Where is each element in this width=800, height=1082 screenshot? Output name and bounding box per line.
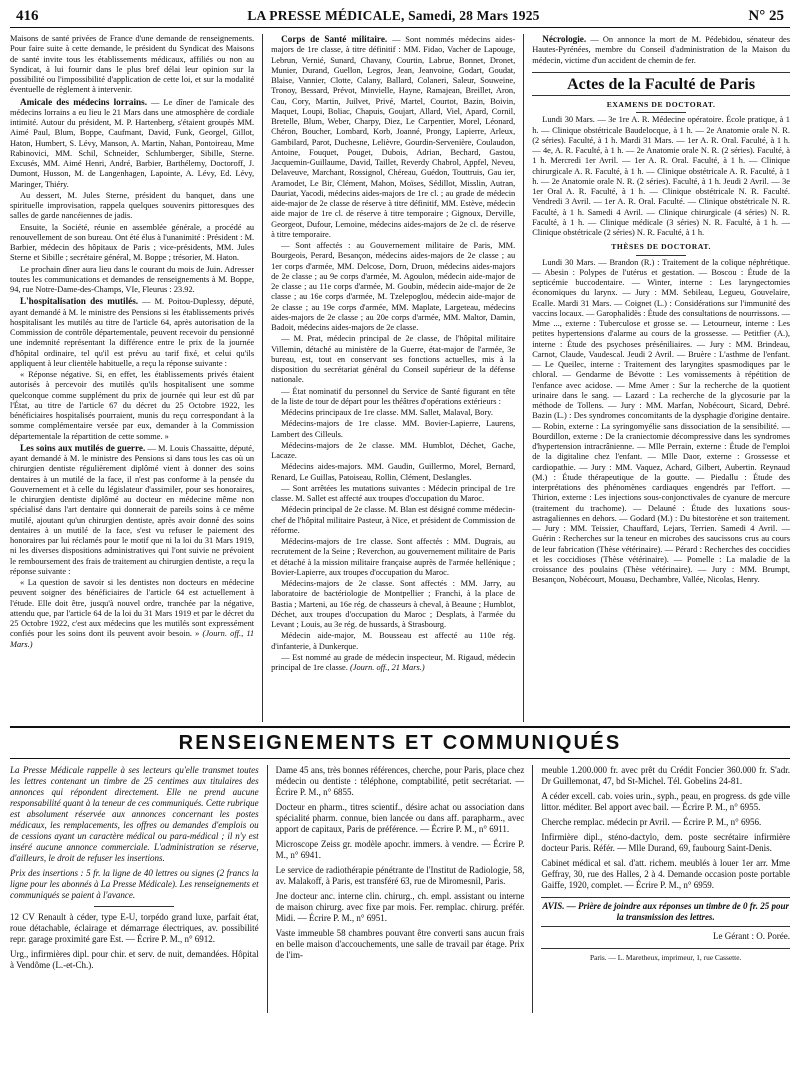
soins-source: (Journ. off., 11 Mars.) <box>10 629 255 649</box>
corps-paragraph-5: Médecins principaux de 1re classe. MM. Sallet, Malaval, Bory. <box>281 408 493 417</box>
corps-source: (Journ. off., 21 Mars.) <box>349 663 425 672</box>
classified-ad: Microscope Zeiss gr. modèle apochr. immers. à vendre. — Écrire P. M., n° 6941. <box>275 839 525 860</box>
corps-paragraph-4: — État nominatif du personnel du Service de Santé figurant en tête de la liste de tour de départ pour les théâtres d'opérations extérieurs : <box>271 386 516 406</box>
manager-signature: Le Gérant : O. Porée. <box>713 931 790 941</box>
top-columns <box>10 34 790 722</box>
page-number: 416 <box>16 8 39 24</box>
corps-paragraph-9: — Sont arrêtées les mutations suivantes : Médecin principal de 1re classe. M. Sallet est affecté aux troupes d'occupation du Maroc. <box>271 483 516 503</box>
theses-text: Lundi 30 Mars. — Brandon (R.) : Traitement de la colique néphrétique. — Abesin : Polypes de l'utérus et gestation. — Boscou : Étude de la septicémie buccodentaire. — Winter, interne : Les laryngectomies économiques du larynx. — Jury : MM. Sebileau, Legueu, Gouvelaire, Ecalle. Mardi 31 Mars. — Coignet (L.) : Considérations sur l'immunité des vaccins locaux. — Garophalidès : Étude des consultations de nourrissons. — Mme ..., externe : Tuberculose et grosse se. — Letourneur, interne : Les petites hypertensions d'alarme au cours de la grossesse. — Petitfier (A.), interne : Étude des psychoses préséniliaires. — Jury : MM. Brindeau, Carnot, Claude, Vaudescal. Jeudi 2 Avril. — Bruère : L'asthme de l'enfant. — Le Queilec, interne : Traitement des laryngites spasmodiques par le chloral. — Gendarme de Bévotte : Les vomissements à répétition de l'enfance avec acidose. — Mme Amer : Sur la recherche de la quotient urinaire dans le sang. — Lazard : La recherche de la glycosurie par la méthode de Tollens. — Jury : MM. Marfan, Nobécourt, Sicard, Debré. Bazin (L.) : Des syndromes concomitants de la dysphagie d'origine dentaire. — Robin, externe : La syringomyélie sans dissociation de la sensibilité. — Bourdillon, externe : De la craniectomie décompressive dans les syndromes d'hypertension intracrânienne. — Mlle Perrain, externe : Étude de l'emploi de la digitaline chez l'enfant. — Mlle Daor, externe : Grossesse et cardiopathie. — Jury : MM. Vaquez, Achard, Gilbert, Aubertin. Reynaud (M.) : Étude thérapeutique de la goutte. — Piedallu : Étude des interprétations des phénomènes cardiaques engendrés par l'effort. — Thirion, externe : Les injections sous-conjonctivales de cyanure de mercure (traitement du trachome). — Delauné : Étude des luxations sous-astragaliennes en dehors. — Godard (M.) : Du bitestorène et son traitement. — Jury : MM. Teissier, Chauffard, Lejars, Terrien. Samedi 4 Avril. — Guérin : Recherches sur la teneur en microbes des saucissons crus au cours de leur fabrication (Thèse vétérinaire). — Pérard : Recherches des coccidies et les coccidioses (Thèse vétérinaire). — Pomelle : La maladie de la croissance des poulains (Thèse vétérinaire). — Jury : MM. Brumpt, Besançon, Nobécourt, Mouasu, Dechambre, Vallée, Nicolas, Henry. <box>532 257 790 585</box>
column-divider <box>523 34 524 722</box>
hosp-title: L'hospitalisation des mutilés. <box>20 296 139 307</box>
classified-ad: Docteur en pharm., titres scientif., désire achat ou association dans spécialité pharm. connue, bien lancée ou dans aff. parapharm., avec apport de capitaux, Paris de préférence. — Écrire P. M., n° 6911. <box>275 802 525 834</box>
amicale-title: Amicale des médecins lorrains. <box>20 96 148 107</box>
corps-title: Corps de Santé militaire. <box>281 34 388 44</box>
corps-paragraph-6: Médecins-majors de 1re classe. MM. Bovier-Lapierre, Laurens, Lambert des Cilleuls. <box>271 419 516 439</box>
theses-header: THÈSES DE DOCTORAT. <box>532 242 790 255</box>
avis-notice: AVIS. — Prière de joindre aux réponses un timbre de 0 fr. 25 pour la transmission des lettres. <box>541 897 790 927</box>
classified-ad: Dame 45 ans, très bonnes références, cherche, pour Paris, place chez médecin ou dentiste : téléphone, comptabilité, petit secrétariat. — Écrire P. M., n° 6855. <box>275 765 525 797</box>
classifieds-column-3 <box>541 765 790 1013</box>
classified-ad: Infirmière dipl., sténo-dactylo, dem. poste secrétaire infirmière docteur Paris. Référ. — Mlle Durand, 69, faubourg Saint-Denis. <box>541 832 790 853</box>
amicale-paragraph-4: Le prochain dîner aura lieu dans le courant du mois de Juin. Adresser toutes les communications et demandes de renseignements à M. Boppe, 94, rue Notre-Dame-des-Champs, VIe, Fleurus : 23.92. <box>10 264 255 294</box>
hosp-paragraph-2: « Réponse négative. Si, en effet, les établissements privés étaient autorisés à percevoir des mutilés qu'ils hospitalisent une somme quelconque comme supplément du prix de journée qui leur est dû par l'État, au titre de l'article 67 du décret du 25 Octobre 1922, les bénéficiaires hospitalisés pourraient, munis du reçu correspondant à la somme complémentaire versée par eux, demander à la Commission départementale la répartition de cette somme. » <box>10 370 255 441</box>
divider <box>94 906 174 907</box>
journal-title: LA PRESSE MÉDICALE, Samedi, 28 Mars 1925 <box>247 8 540 23</box>
necrologie-title: Nécrologie. <box>542 34 587 44</box>
section-banner: RENSEIGNEMENTS ET COMMUNIQUÉS <box>10 726 790 759</box>
classified-ad: Jne docteur anc. interne clin. chirurg., ch. empl. assistant ou interne de maison chirurg. avec fixe par mois. Fer. remplac. chirurg. préfér. Midi. — Écrire P. M., n° 6951. <box>275 891 525 923</box>
soins-paragraph: Les soins aux mutilés de guerre. — M. Louis Chassaitte, député, ayant demandé à M. le ministre des Pensions si dans tous les cas où un chirurgien dentiste régulièrement diplômé vient à donner des soins dentaires à un mutilé de la face, il n'est pas conforme à la pensée du Gouvernement et à celle du législateur d'assimiler, pour ses honoraires, le chirurgien dentiste diplômé au docteur en médecine même non spécialisé dans l'art dentaire qui donnerait de pareils soins à ce même mutilé, ajoutant qu'un chirurgien dentiste, après avoir donné des soins dentaires à un mutilé de la face, s'est vu refuser le paiement des honoraires par lui réclamés pour le motif que ni la loi du 31 Mars 1919, ni les diverses dispositions administratives qui l'ont suivie ne prévoient le remboursement des frais de traitement au chirurgien dentiste, a reçu la réponse suivante : <box>10 442 255 576</box>
classified-ad: 12 CV Renault à céder, type E-U, torpédo grand luxe, parfait état, roue détachable, éclairage et démarrage électriques, av. possibilité repr. garage proximité gare Est. — Écrire P. M., n° 6912. <box>10 912 259 944</box>
exams-header: EXAMENS DE DOCTORAT. <box>532 100 790 113</box>
column-divider <box>532 765 533 1013</box>
classified-ad: Cabinet médical et sal. d'att. richem. meublés à louer 1er arr. Mme Geffray, 30, rue des Halles, 2 à 4. Demande occasion poste portable Gaiffe, 1920, complet. — Écrire P. M., n° 6959. <box>541 858 790 890</box>
amicale-paragraph-3: Ensuite, la Société, réunie en assemblée générale, a procédé au renouvellement de son bureau. Ont été élus à l'unanimité : Président : M. Barbier, médecin des hôpitaux de Paris ; vice-présidents, MM. Jules Sterne et Sibille ; secrétaire général, M. Boppe ; trésorier, M. Haton. <box>10 222 255 263</box>
column-divider <box>267 765 268 1013</box>
issue-number: N° 25 <box>748 8 784 24</box>
corps-paragraph-3: — M. Prat, médecin principal de 2e classe, de l'hôpital militaire Villemin, détaché au ministère de la Guerre, état-major de l'armée, 3e bureau, est, tout en conservant ses fonctions actuelles, mis à la disposition du secrétariat général du Conseil supérieur de la défense nationale. <box>271 334 516 385</box>
classifieds-column-1 <box>10 765 259 1013</box>
column-2 <box>271 34 515 722</box>
classified-ad: Urg., infirmières dipl. pour chir. et serv. de nuit, demandées. Hôpital à Vendôme (L.-et-Ch.). <box>10 949 259 970</box>
exams-text: Lundi 30 Mars. — 3e 1re A. R. Médecine opératoire. École pratique, à 1 h. — Clinique obstétricale Baudelocque, à 1 h. — 2e Anatomie orale N. R. (2 séries). Faculté, à 1 h. Mardi 31 Mars. — 1er A. R. Oral. Faculté, à 1 h. — 4e, A. R. Faculté, à 1 h. — 2e Anatomie orale N. R. (2 séries). Faculté, à 1 h. Mercredi 1er Avril. — 1er A. R. Oral. Faculté, à 1 h. — Clinique chirurgicale A. R. Faculté, à 1 h. — Clinique obstétricale A. R. Faculté, à 1 h. — 2e Anatomie orale N. R. (2 séries). Faculté, à 1 h. Jeudi 2 Avril. — 3e 1er Oral A. R. Faculté, à 1 h. — Clinique obstétricale N. R. Faculté. Vendredi 3 Avril. — 1er A. R. Oral. Faculté. — Clinique obstétricale N. R. Faculté, à 1 h. Samedi 4 Avril. — Clinique chirurgicale (4 séries) N. R. Faculté, à 1 h. — Clinique médicale (3 séries) N. R. Faculté, à 1 h. — Clinique obstétricale (2 séries) N. R. Faculté, à 1 h. <box>532 115 790 237</box>
soins-title: Les soins aux mutilés de guerre. <box>20 442 146 453</box>
soins-paragraph-2: « La question de savoir si les dentistes non docteurs en médecine peuvent soigner des bénéficiaires de l'article 64 est actuellement à l'étude. Elle doit être, jusqu'à nouvel ordre, tranchée par la négative, attendu que, par l'article 64 de la loi du 31 Mars 1919 et par le décret du 25 Octobre 1922, c'est aux médecins que les mutilés sont expressément confiés pour les soins dont ils peuvent avoir besoin. » (Journ. off., 11 Mars.) <box>10 578 255 649</box>
corps-paragraph-8: Médecins aides-majors. MM. Gaudin, Guillermo, Morel, Bernard, Renard, Le Guillas, Patoiseau, Rollin, Clément, Deslangles. <box>271 462 516 482</box>
corps-paragraph-11: Médecins-majors de 1re classe. Sont affectés : MM. Dugrais, au recrutement de la Seine ; Reverchon, au gouvernement militaire de Paris et détaché à la mission militaire française auprès de l'armée hellénique ; Bovier-Lapierre, aux troupes d'occupation du Maroc. <box>271 537 516 577</box>
amicale-paragraph: Amicale des médecins lorrains. — Le dîner de l'amicale des médecins lorrains a eu lieu le 21 Mars dans une atmosphère de cordiale intimité. Autour du président, M. P. Hartenberg, s'étaient groupés MM. Aimé Paul, Blum, Boppe, Caufmant, David, Funk, Georgel, Gillot, Haton, Humbert, S. Lévy, Manson, A. Martin, Nahan, Pontoireau, Mme Rabinovici, MM. Schil, Schneider, Schlumberger, Sibille, Sterne. Excusés, MM. Aimé Henri, André, Barbier, Barthélemy, Doctoroff, J. Dumont, Husson, M. de Langenhagen, Lapointe, A. Lévy, Ed. Lévy, Maringer, Thiéry. <box>10 96 255 189</box>
editorial-notice: La Presse Médicale rappelle à ses lecteurs qu'elle transmet toutes les lettres contenant un timbre de 25 centimes aux titulaires des annonces qui répondent directement. Elle ne prend aucune responsabilité quant à la teneur de ces communiqués. Cette rubrique est absolument réservée aux annonces concernant les postes médicaux, les remplacements, les offres ou demandes d'emplois ou de cessions ayant un caractère médical ou para-médical ; il n'y est inséré aucune annonce commerciale. L'administration se réserve, d'ailleurs, le droit de refuser les insertions. <box>10 765 259 863</box>
corps-paragraph-10: Médecin principal de 2e classe. M. Blan est désigné comme médecin-chef de l'hôpital militaire Pasteur, à Nice, et président de Commission de réforme. <box>271 505 516 535</box>
hosp-paragraph: L'hospitalisation des mutilés. — M. Poitou-Duplessy, député, ayant demandé à M. le ministre des Pensions si les établissements privés hospitalisant les mutilés au titre de l'article 64, après autorisation de la Commission de contrôle départementale, peuvent recevoir du pensionné une indemnité représentant la différence entre le prix de la journée d'hôpital ordinaire, tel qu'il est prévu au tarif fixé, et celui qu'ils appliquent à leur clientèle habituelle, a reçu la réponse suivante : <box>10 296 255 368</box>
classified-ad: A céder excell. cab. voies urin., syph., peau, en progress. ds gde ville littor. méditer. Bel apport avec bail. — Écrire P. M., n° 6955. <box>541 791 790 812</box>
classified-ad: Le service de radiothérapie pénétrante de l'Institut de Radiologie, 58, av. Malakoff, à Paris, est transféré 63, rue de Miromesnil, Paris. <box>275 865 525 886</box>
newspaper-page <box>10 8 790 1013</box>
corps-paragraph-7: Médecins-majors de 2e classe. MM. Humblot, Déchet, Gache, Lacaze. <box>271 440 516 460</box>
running-header <box>10 8 790 28</box>
column-1 <box>10 34 254 722</box>
printer-line: Paris. — L. Maretheux, imprimeur, 1, rue Cassette. <box>541 948 790 963</box>
necrologie-paragraph: Nécrologie. — On annonce la mort de M. Pédebidou, sénateur des Hautes-Pyrénées, membre du Conseil d'administration de la Maison du médecin, victime d'un accident de chemin de fer. <box>532 34 790 65</box>
classified-ad: Vaste immeuble 58 chambres pouvant être converti sans aucun frais en belle maison d'accouchements, une salle de travail par étage. Prix de l'im- <box>275 928 525 960</box>
intro-paragraph: Maisons de santé privées de France d'une demande de renseignements. Pour faire suite à cette demande, le président du Syndicat des Maisons de santé invite tous les établissements médicaux, affiliés ou non au Syndicat, à lui fournir dans le plus bref délai leur opinion sur la possibilité ou l'impossibilité d'application de cette loi, et sur la modalité éventuelle de règlement à intervenir. <box>10 34 255 95</box>
classified-ad: meuble 1.200.000 fr. avec prêt du Crédit Foncier 360.000 fr. S'adr. Dr Guillemonat, 47, bd St-Michel. Tél. Gobelins 24-81. <box>541 765 790 786</box>
corps-paragraph-12: Médecins-majors de 2e classe. Sont affectés : MM. Jarry, au laboratoire de bactériologie de Montpellier ; Franchi, à la place de Bastia ; Marteni, au 16e rég. de chasseurs à cheval, à Beaune ; Humblot, Déchet, aux troupes d'occupation du Maroc ; Desplats, à l'armée du Levant ; Louis, au 3e rég. de hussards, à Strasbourg. <box>271 579 516 629</box>
classified-ad: Cherche remplac. médecin pr Avril. — Écrire P. M., n° 6956. <box>541 817 762 827</box>
column-3 <box>532 34 790 722</box>
insertion-prices: Prix des insertions : 5 fr. la ligne de 40 lettres ou signes (2 francs la ligne pour les abonnés à La Presse Médicale). Les renseignements et communiqués se paient à l'avance. <box>10 868 259 900</box>
classifieds-columns <box>10 765 790 1013</box>
amicale-paragraph-2: Au dessert, M. Jules Sterne, président du banquet, dans une spirituelle improvisation, rappela quelques souvenirs pittoresques des salles de garde nancéiennes de jadis. <box>10 190 255 221</box>
corps-paragraph-13: Médecin aide-major, M. Bousseau est affecté au 110e rég. d'infanterie, à Dunkerque. <box>271 631 516 651</box>
column-divider <box>262 34 263 722</box>
corps-paragraph-2: — Sont affectés : au Gouvernement militaire de Paris, MM. Bourgeois, Perard, Besançon, médecins aides-majors de 2e classe ; au 1er corps d'armée, MM. Delcose, Dorn, Druon, médecins aides-majors de 2e classe ; au 9e corps d'armée, M. Agoulon, médecin aide-major de 2e classe ; au 11e corps d'armée, M. Goubin, médecin aide-major de 2e classe ; au 16e corps d'armée, M. Tzelepoglou, médecin aide-major de 2e classe ; au 19e corps d'armée, MM. Maplate, Largeteau, médecins aides-majors de 2e classe ; au 20e corps d'armée, MM. Maltor, Damin, Badoit, médecins aides-majors de 2e classe. <box>271 241 516 332</box>
corps-paragraph: Corps de Santé militaire. — Sont nommés médecins aides-majors de 1re classe, à titre définitif : MM. Fidao, Vacher de Lapouge, Lebrun, Vernié, Sunard, Chavany, Courtin, Labrue, Bonnet, Dronet, Munier, Durand, Guellon, Legros, Jean, Jeanvoine, Godart, Goudat, Blaise, Vannier, Clotte, Calany, Ballard, Colaneri, Saleur, Souweine, Tronoy, Bessard, Prévot, Minvielle, Hayne, Ramajean, Breillet, Aron, Cau, Cory, Martin, Juilvet, Privé, Martel, Courtot, Bazin, Boivin, Maquet, Loupi, Boliac, Chapuis, Goujart, Allard, Viel, Apard, Cornil, Bretelle, Blum, Weber, Charpy, Diez, Le Carpentier, Morel, Léonard, Chéron, Boucher, Lombard, Korb, Joanné, Prongy, Lapierre, Arleux, Gambilard, Parot, Duchesne, Lelièvre, Gourdin-Servenière, Coulaudon, Antoine, Fouquet, Pouget, Dubois, Adrian, Bechard, Gastou, Jacquemin-Guillaume, David, Taillet, Reverdy Chabrol, Appfel, Neveu, Delaveuve, Marchant, Rossignol, Chéreau, Guédon, Touttruis, Gau ier, Aramodet, Le Bir, Clément, Mahon, Moïses, Sédillot, Misslin, Autran, Dauriat, Yacodi, médecins aides-majors de 1re cl. ; au grade de médecin aide-major de 2e classe de réserve à titre définitif, MM. Estève, médecin aide major de 1re cl. de réserve à titre temporaire ; Gignoux, Derville, Georgeot, Dufour, Lemoine, médecins aides-majors de 2e cl. de réserve à titre temporaire. <box>271 34 516 239</box>
faculty-heading: Actes de la Faculté de Paris <box>532 72 790 96</box>
classifieds-column-2 <box>276 765 525 1013</box>
corps-paragraph-14: — Est nommé au grade de médecin inspecteur, M. Rigaud, médecin principal de 1re classe. (Journ. off., 21 Mars.) <box>271 652 516 672</box>
